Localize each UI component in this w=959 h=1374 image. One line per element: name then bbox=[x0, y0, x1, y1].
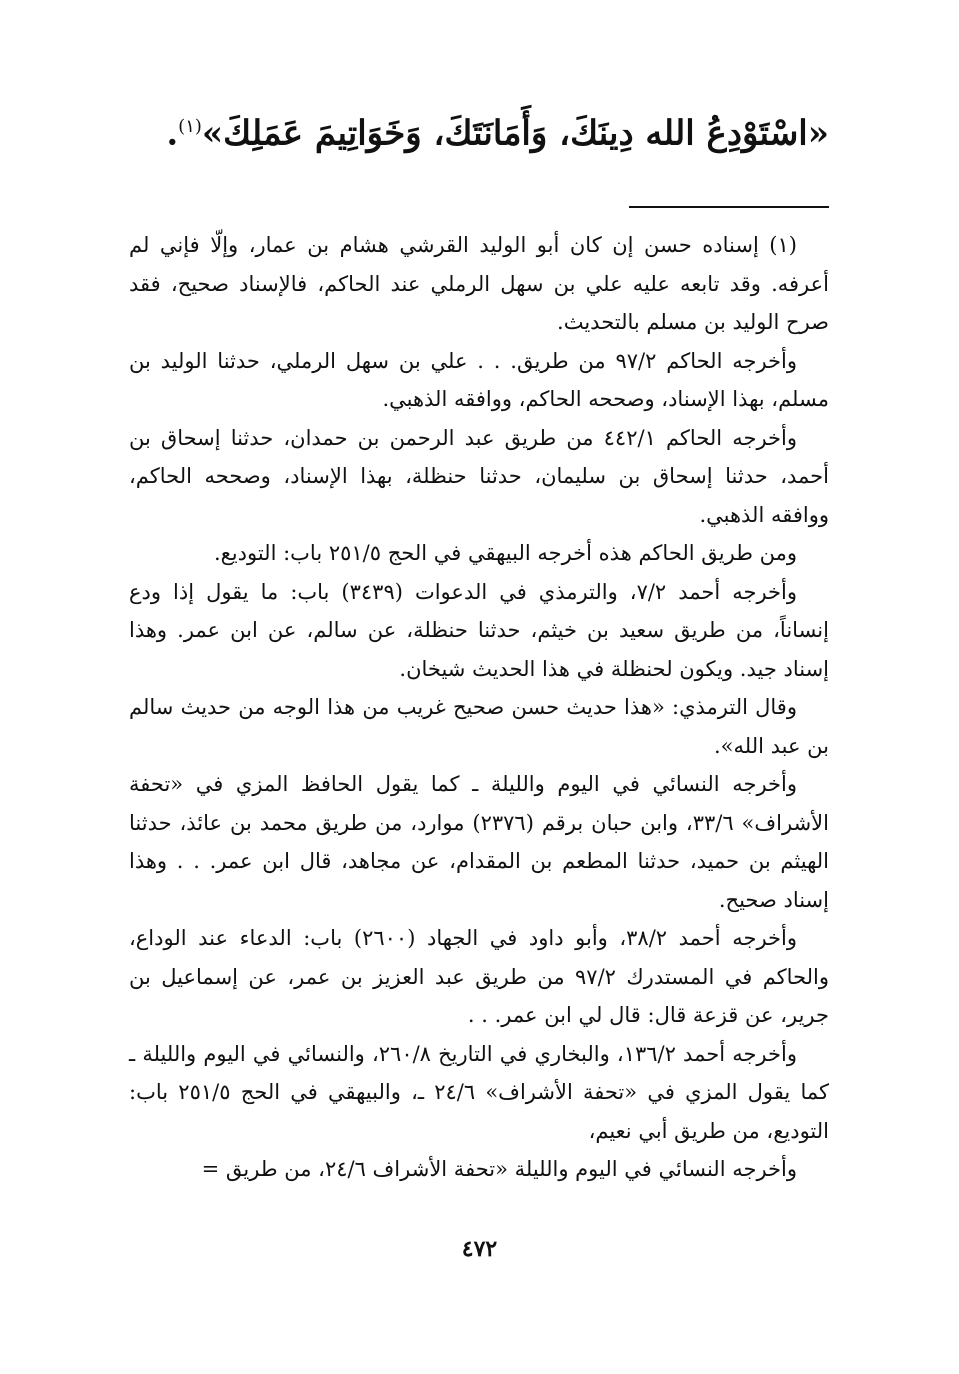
footnote-paragraph: وأخرجه الحاكم ٩٧/٢ من طريق. . . علي بن سهل الرملي، حدثنا الوليد بن مسلم، بهذا الإسناد، وصححه الحاكم، ووافقه الذهبي. bbox=[129, 348, 829, 411]
footnote-marker: (١) bbox=[178, 116, 202, 137]
footnotes bbox=[129, 226, 829, 1189]
footnote-paragraph: وأخرجه أحمد ٣٨/٢، وأبو داود في الجهاد (٢٦٠٠) باب: الدعاء عند الوداع، والحاكم في المستدرك ٩٧/٢ من طريق عبد العزيز بن عمر، عن إسماعيل بن جرير، عن قزعة قال: قال لي ابن عمر. . . bbox=[129, 926, 829, 1027]
page-number: ٤٧٢ bbox=[461, 1236, 498, 1262]
footnote-paragraph: (١) إسناده حسن إن كان أبو الوليد القرشي هشام بن عمار، وإلّا فإني لم أعرفه. وقد تابعه عليه علي بن سهل الرملي عند الحاكم، فالإسناد صحيح، فقد صرح الوليد بن مسلم بالتحديث. bbox=[129, 233, 829, 334]
footnote-paragraph: وأخرجه أحمد ٧/٢، والترمذي في الدعوات (٣٤٣٩) باب: ما يقول إذا ودع إنساناً، من طريق سعيد بن خيثم، حدثنا حنظلة، عن سالم، عن ابن عمر. وهذا إسناد جيد. ويكون لحنظلة في هذا الحديث شيخان. bbox=[129, 579, 829, 681]
footnote-paragraph: ومن طريق الحاكم هذه أخرجه البيهقي في الحج ٢٥١/٥ باب: التوديع. bbox=[213, 541, 797, 565]
footnote-paragraph: وأخرجه الحاكم ٤٤٢/١ من طريق عبد الرحمن بن حمدان، حدثنا إسحاق بن أحمد، حدثنا إسحاق بن سليمان، حدثنا حنظلة، بهذا الإسناد، وصححه الحاكم، ووافقه الذهبي. bbox=[129, 425, 829, 527]
hadith-headline bbox=[129, 100, 829, 160]
footnote-paragraph: وأخرجه أحمد ١٣٦/٢، والبخاري في التاريخ ٢٦٠/٨، والنسائي في اليوم والليلة ـ كما يقول المزي في «تحفة الأشراف» ٢٤/٦ ـ، والبيهقي في الحج ٢٥١/٥ باب: التوديع، من طريق أبي نعيم، bbox=[129, 1041, 829, 1143]
footnote-separator bbox=[629, 206, 829, 208]
headline-end: . bbox=[166, 113, 179, 154]
footnote-paragraph: وأخرجه النسائي في اليوم والليلة ـ كما يقول الحافظ المزي في «تحفة الأشراف» ٣٣/٦، وابن حبان برقم (٢٣٧٦) موارد، من طريق محمد بن عائذ، حدثنا الهيثم بن حميد، حدثنا المطعم بن المقدام، عن مجاهد، قال ابن عمر. . . وهذا إسناد صحيح. bbox=[129, 772, 829, 912]
footnote-paragraph: وقال الترمذي: «هذا حديث حسن صحيح غريب من هذا الوجه من حديث سالم بن عبد الله». bbox=[129, 695, 829, 758]
hadith-text: «اسْتَوْدِعُ الله دِينَكَ، وَأَمَانَتَكَ، وَخَوَاتِيمَ عَمَلِكَ» bbox=[201, 113, 829, 154]
footnote-paragraph: وأخرجه النسائي في اليوم والليلة «تحفة الأشراف ٢٤/٦، من طريق = bbox=[201, 1157, 797, 1181]
